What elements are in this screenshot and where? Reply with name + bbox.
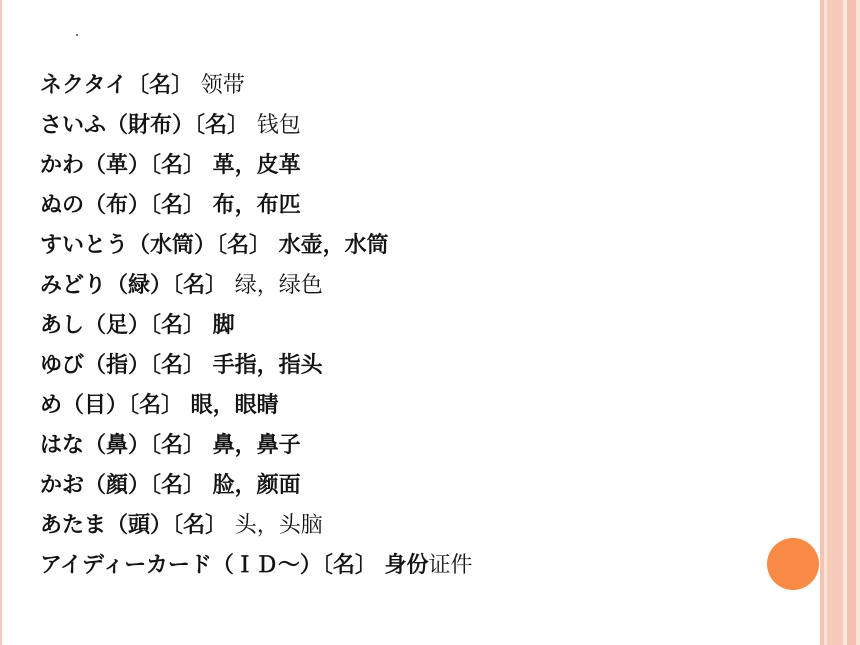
vocab-term: あたま（頭）〔名〕 (40, 513, 228, 538)
vocabulary-list (40, 66, 473, 586)
vocab-line-eye (40, 386, 473, 426)
vocab-term: はな（鼻）〔名〕 鼻，鼻子 (40, 433, 301, 458)
vocab-line-id-card (40, 546, 473, 586)
vocab-term: め（目）〔名〕 眼，眼睛 (40, 393, 279, 418)
border-band (847, 0, 856, 645)
vocab-line-wallet (40, 106, 473, 146)
vocab-line-face (40, 466, 473, 506)
vocab-term: ネクタイ〔名〕 (40, 73, 194, 98)
border-band (827, 0, 843, 645)
vocab-line-foot (40, 306, 473, 346)
right-decorative-border (820, 0, 860, 645)
vocab-meaning: 绿，绿色 (234, 273, 323, 298)
vocab-term: さいふ（財布）〔名〕 (40, 113, 250, 138)
vocab-line-green (40, 266, 473, 306)
vocab-meaning: 钱包 (256, 113, 301, 138)
vocab-line-cloth (40, 186, 473, 226)
orange-circle-decoration (767, 538, 819, 590)
vocab-line-finger (40, 346, 473, 386)
vocab-line-necktie (40, 66, 473, 106)
vocab-meaning: 头，头脑 (234, 513, 323, 538)
vocab-line-leather (40, 146, 473, 186)
border-band (856, 0, 860, 645)
vocab-meaning: 领带 (200, 73, 245, 98)
dot-mark (76, 34, 78, 36)
vocab-term: すいとう（水筒）〔名〕 水壶，水筒 (40, 233, 389, 258)
vocab-line-nose (40, 426, 473, 466)
vocab-term: あし（足）〔名〕 脚 (40, 313, 235, 338)
vocab-term: かわ（革）〔名〕 革，皮革 (40, 153, 301, 178)
left-edge-stripe (0, 0, 2, 645)
vocab-meaning: 证件 (428, 553, 473, 578)
vocab-term: かお（顔）〔名〕 脸，颜面 (40, 473, 301, 498)
vocab-line-head (40, 506, 473, 546)
vocab-term: アイディーカード（ＩＤ～）〔名〕 身份 (40, 553, 429, 578)
vocab-term: ぬの（布）〔名〕 布，布匹 (40, 193, 301, 218)
vocab-term: みどり（緑）〔名〕 (40, 273, 228, 298)
vocab-line-flask (40, 226, 473, 266)
vocab-term: ゆび（指）〔名〕 手指，指头 (40, 353, 323, 378)
